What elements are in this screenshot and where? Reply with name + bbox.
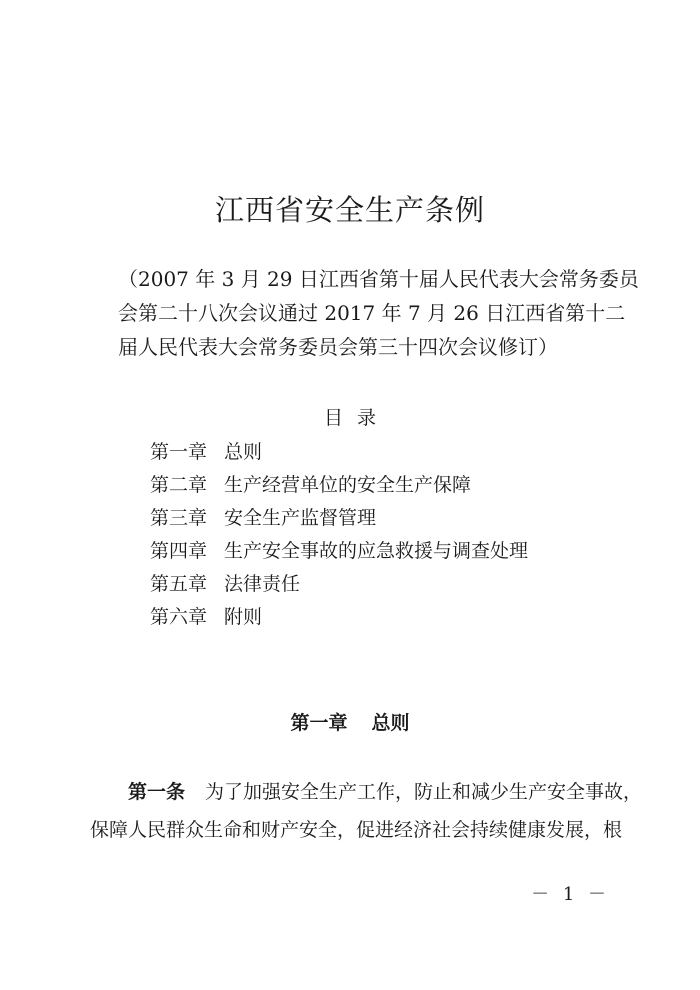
toc-item bbox=[150, 601, 528, 634]
toc-chapter-title: 总则 bbox=[224, 441, 263, 463]
toc-chapter-title: 附则 bbox=[224, 606, 263, 628]
article-number: 第一条 bbox=[128, 781, 186, 803]
toc-item bbox=[150, 469, 528, 502]
page-number: － 1 － bbox=[531, 884, 610, 905]
chapter-heading bbox=[0, 708, 700, 735]
toc-item bbox=[150, 502, 528, 535]
preamble-line: 届人民代表大会常务委员会第三十四次会议修订） bbox=[118, 335, 558, 359]
toc-chapter-number: 第二章 bbox=[150, 474, 208, 496]
toc-chapter-title: 安全生产监督管理 bbox=[224, 507, 377, 529]
toc-item bbox=[150, 568, 528, 601]
toc-item bbox=[150, 436, 528, 469]
article-line: 保障人民群众生命和财产安全，促进经济社会持续健康发展，根 bbox=[90, 819, 623, 841]
toc-chapter-title: 生产经营单位的安全生产保障 bbox=[224, 474, 472, 496]
article-one bbox=[90, 773, 643, 849]
toc-chapter-number: 第六章 bbox=[150, 606, 208, 628]
toc-chapter-title: 法律责任 bbox=[224, 573, 301, 595]
preamble bbox=[118, 262, 639, 364]
toc-chapter-number: 第三章 bbox=[150, 507, 208, 529]
chapter-title: 总则 bbox=[371, 712, 410, 734]
document-title: 江西省安全生产条例 bbox=[214, 193, 485, 227]
preamble-line: （2007 年 3 月 29 日江西省第十届人民代表大会常务委员 bbox=[118, 267, 639, 291]
article-text: 为了加强安全生产工作，防止和减少生产安全事故， bbox=[205, 781, 643, 803]
toc-chapter-number: 第四章 bbox=[150, 540, 208, 562]
toc-chapter-number: 第五章 bbox=[150, 573, 208, 595]
article-line bbox=[90, 773, 643, 811]
toc-heading: 目录 bbox=[323, 407, 390, 429]
toc-chapter-number: 第一章 bbox=[150, 441, 208, 463]
preamble-line: 会第二十八次会议通过 2017 年 7 月 26 日江西省第十二 bbox=[118, 301, 626, 325]
chapter-number: 第一章 bbox=[290, 712, 348, 734]
toc-item bbox=[150, 535, 528, 568]
table-of-contents bbox=[150, 436, 528, 634]
toc-chapter-title: 生产安全事故的应急救援与调查处理 bbox=[224, 540, 529, 562]
